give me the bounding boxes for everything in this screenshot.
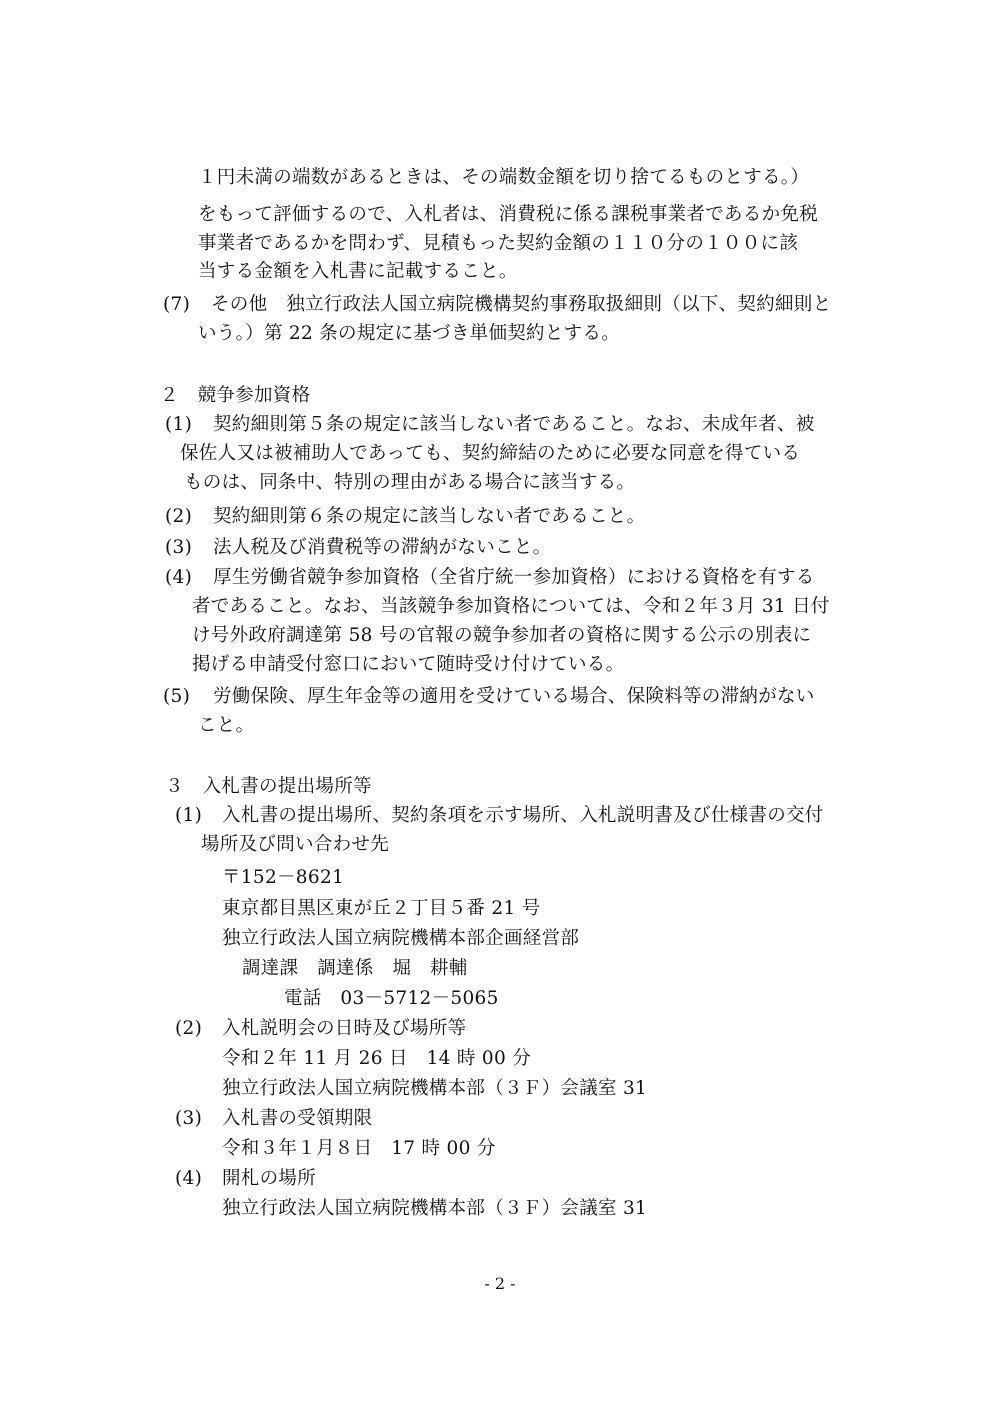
s2-item-3-line-1: 法人税及び消費税等の滞納がないこと。: [213, 537, 552, 558]
briefing-location: 独立行政法人国立病院機構本部（３Ｆ）会議室 31: [222, 1078, 648, 1099]
bid-deadline: 令和３年１月８日 17 時 00 分: [222, 1138, 496, 1159]
s2-item-2-line-1: 契約細則第６条の規定に該当しない者であること。: [213, 506, 646, 527]
s3-item-2-title: 入札説明会の日時及び場所等: [222, 1018, 467, 1039]
s2-item-2-number: (2): [165, 506, 193, 527]
briefing-datetime: 令和２年 11 月 26 日 14 時 00 分: [222, 1048, 532, 1069]
s2-item-3-number: (3): [165, 537, 193, 558]
item-7-line-2: いう。）第 22 条の規定に基づき単価契約とする。: [198, 323, 621, 344]
s2-item-1-number: (1): [165, 414, 193, 435]
s3-item-3-number: (3): [175, 1108, 203, 1129]
s2-item-4-line-1: 厚生労働省競争参加資格（全省庁統一参加資格）における資格を有する: [213, 567, 815, 588]
s3-item-1-number: (1): [175, 805, 203, 826]
organization: 独立行政法人国立病院機構本部企画経営部: [222, 928, 580, 949]
s2-item-4-line-4: 掲げる申請受付窓口において随時受け付けている。: [192, 654, 625, 675]
item-7-number: (7): [163, 294, 191, 315]
continuation-line-4: 当する金額を入札書に記載すること。: [198, 261, 518, 282]
section-3-heading: ３ 入札書の提出場所等: [165, 776, 372, 797]
continuation-line-1: １円未満の端数があるときは、その端数金額を切り捨てるものとする。）: [198, 167, 810, 188]
s2-item-1-line-3: ものは、同条中、特別の理由がある場合に該当する。: [184, 472, 636, 493]
s3-item-2-number: (2): [175, 1018, 203, 1039]
s3-item-1-line-2: 場所及び問い合わせ先: [201, 834, 390, 855]
s2-item-5-line-2: こと。: [198, 715, 255, 736]
s2-item-4-number: (4): [165, 567, 193, 588]
address: 東京都目黒区東が丘２丁目５番 21 号: [222, 898, 541, 919]
s3-item-3-title: 入札書の受領期限: [222, 1108, 373, 1129]
postal-code: 〒152－8621: [222, 867, 345, 888]
continuation-line-3: 事業者であるかを問わず、見積もった契約金額の１１０分の１００に該: [198, 233, 799, 254]
phone-number: 電話 03－5712－5065: [284, 988, 499, 1009]
s3-item-4-title: 開札の場所: [222, 1168, 317, 1189]
opening-location: 独立行政法人国立病院機構本部（３Ｆ）会議室 31: [222, 1198, 648, 1219]
s2-item-5-line-1: 労働保険、厚生年金等の適用を受けている場合、保険料等の滞納がない: [213, 686, 815, 707]
s3-item-4-number: (4): [175, 1168, 203, 1189]
s3-item-1-line-1: 入札書の提出場所、契約条項を示す場所、入札説明書及び仕様書の交付: [222, 805, 824, 826]
section-2-heading: ２ 競争参加資格: [160, 385, 311, 406]
page-number: - 2 -: [484, 1274, 516, 1293]
s2-item-4-line-2: 者であること。なお、当該競争参加資格については、令和２年３月 31 日付: [192, 596, 830, 617]
continuation-line-2: をもって評価するので、入札者は、消費税に係る課税事業者であるか免税: [198, 204, 819, 225]
s2-item-1-line-2: 保佐人又は被補助人であっても、契約締結のために必要な同意を得ている: [180, 443, 801, 464]
s2-item-4-line-3: け号外政府調達第 58 号の官報の競争参加者の資格に関する公示の別表に: [192, 625, 812, 646]
s2-item-5-number: (5): [163, 686, 191, 707]
s2-item-1-line-1: 契約細則第５条の規定に該当しない者であること。なお、未成年者、被: [213, 414, 815, 435]
item-7-line-1: その他 独立行政法人国立病院機構契約事務取扱細則（以下、契約細則と: [211, 294, 832, 315]
contact-person: 調達課 調達係 堀 耕輔: [242, 958, 468, 979]
